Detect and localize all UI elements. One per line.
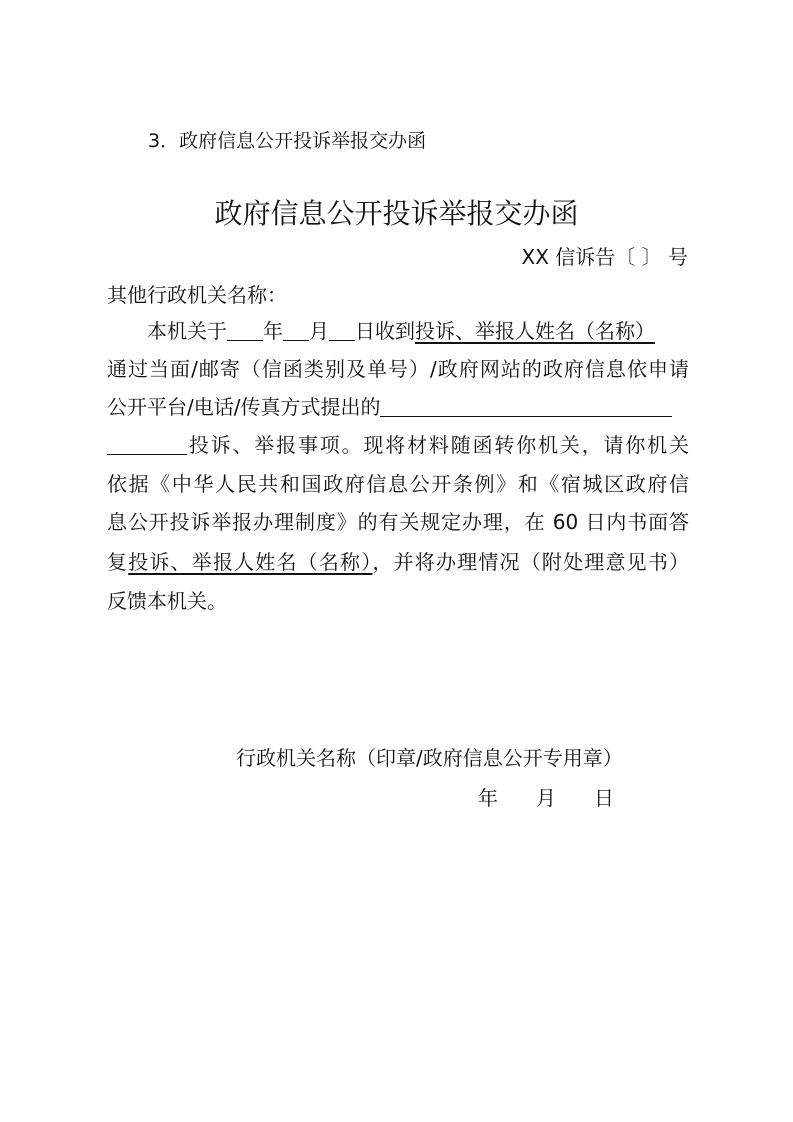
body-text: 投诉、举报事项。现将材料随函转你机关，请你机关 [187,433,689,457]
body-line-7 [107,547,689,577]
document-number: XX 信诉告〔 〕 号 [521,245,688,269]
body-text: ，并将办理情况（附处理意见书） [372,550,690,574]
body-text: 年 [263,319,283,343]
month-blank [283,316,309,341]
body-text: 公开平台/电话/传真方式提出的 [107,395,381,419]
body-line-5: 依据《中华人民共和国政府信息公开条例》和《宿城区政府信 [107,472,689,496]
body-text: 复 [107,550,129,574]
date-month: 月 [536,786,556,810]
body-line-3 [107,392,689,422]
date-line [478,782,614,811]
body-text: 日收到 [355,319,415,343]
body-line-4 [107,430,689,460]
year-blank [227,316,263,341]
complainant-name: 投诉、举报人姓名（名称） [128,550,373,574]
signature-block: 行政机关名称（印章/政府信息公开专用章） [236,746,623,770]
method-blank [380,392,672,417]
body-line-8: 反馈本机关。 [107,589,227,613]
body-line-1 [107,316,689,346]
body-text: 月 [309,319,329,343]
addressee: 其他行政机关名称： [107,283,287,307]
body-text: 本机关于 [147,319,227,343]
body-line-2: 通过当面/邮寄（信函类别及单号）/政府网站的政府信息依申请 [107,357,689,381]
date-year: 年 [478,786,498,810]
body-line-6: 息公开投诉举报办理制度》的有关规定办理，在 60 日内书面答 [107,510,689,534]
section-label: 3．政府信息公开投诉举报交办函 [148,130,427,152]
document-title: 政府信息公开投诉举报交办函 [214,197,579,230]
matter-blank [107,430,187,455]
day-blank [329,316,355,341]
date-day: 日 [594,786,614,810]
complainant-name: 投诉、举报人姓名（名称） [415,319,655,343]
